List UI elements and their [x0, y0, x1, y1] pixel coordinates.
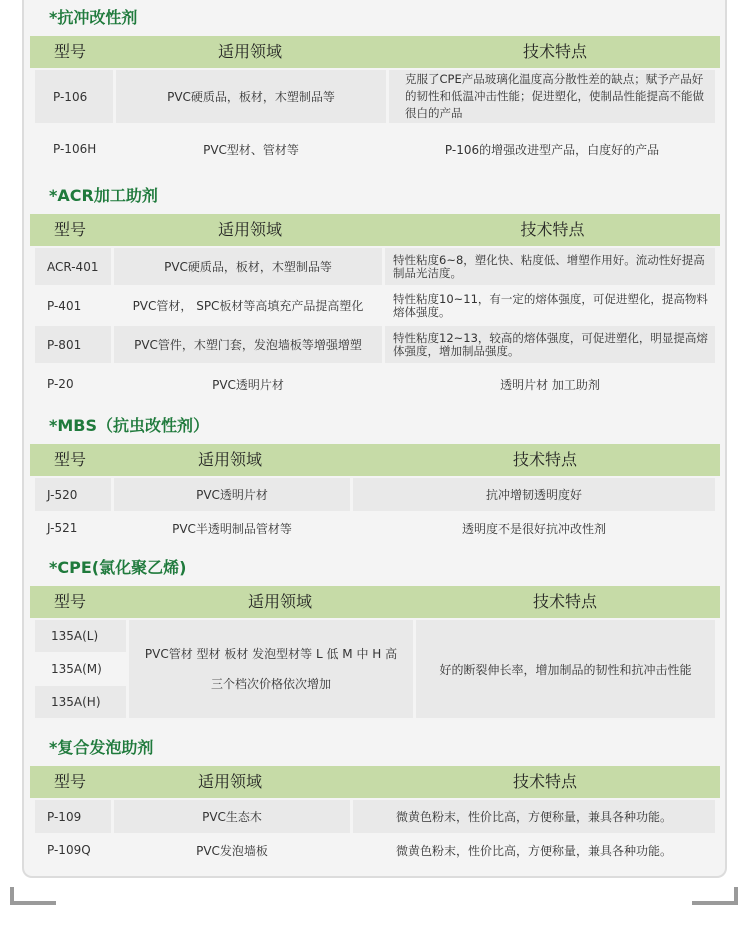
section-title-foam: *复合发泡助剂 [49, 738, 154, 757]
table-cell-field: PVC硬质品，板材，木塑制品等 [114, 248, 382, 285]
header-field: 适用领域 [197, 772, 262, 791]
table-cell-feature: 透明片材 加工助剂 [385, 366, 715, 402]
cpe-field-line1: PVC管材 型材 板材 发泡型材等 L 低 M 中 H 高 [144, 647, 398, 661]
table-cell-field: PVC管件，木塑门套，发泡墙板等增强增塑 [114, 326, 382, 363]
header-feature: 技术特点 [512, 450, 577, 469]
table-cell-field: PVC透明片材 [114, 366, 382, 402]
table-cell-model: P-106 [35, 70, 113, 123]
table-cell-feature: 微黄色粉末，性价比高，方便称量，兼具各种功能。 [353, 834, 715, 866]
table-cell-field: PVC管材， SPC板材等高填充产品提高塑化 [114, 287, 382, 324]
table-cell-feature: 微黄色粉末，性价比高，方便称量，兼具各种功能。 [353, 800, 715, 833]
header-feature: 技术特点 [522, 42, 587, 61]
table-cell-model: J-520 [35, 478, 111, 511]
table-header-mbs [30, 444, 720, 476]
table-cell-model: J-521 [35, 512, 111, 544]
table-cell-model: P-401 [35, 287, 111, 324]
header-model: 型号 [53, 772, 86, 791]
table-cell-feature: 特性粘度10~11，有一定的熔体强度，可促进塑化，提高物料熔体强度。 [385, 287, 715, 324]
table-cell-model: P-106H [35, 126, 113, 172]
header-feature: 技术特点 [512, 772, 577, 791]
table-header-cpe [30, 586, 720, 618]
table-cell-field: PVC半透明制品管材等 [114, 512, 350, 544]
table-cell-feature: 特性粘度12~13，较高的熔体强度，可促进塑化，明显提高熔体强度，增加制品强度。 [385, 326, 715, 363]
header-feature: 技术特点 [520, 220, 585, 239]
table-cell-model: P-20 [35, 366, 111, 402]
table-cell-model: 135A(H) [35, 686, 126, 718]
table-cell-model: 135A(L) [35, 620, 126, 652]
table-cell-field: PVC发泡墙板 [114, 834, 350, 866]
table-cell-feature-merged: 好的断裂伸长率，增加制品的韧性和抗冲击性能 [416, 620, 715, 718]
cpe-field-line2: 三个档次价格依次增加 [210, 677, 331, 691]
section-title-impact-modifier: *抗冲改性剂 [49, 8, 138, 27]
header-model: 型号 [53, 450, 86, 469]
table-cell-model: P-109 [35, 800, 111, 833]
header-model: 型号 [53, 592, 86, 611]
table-cell-model: P-801 [35, 326, 111, 363]
corner-bracket-left-icon [10, 885, 58, 907]
table-cell-feature: 克服了CPE产品玻璃化温度高分散性差的缺点；赋予产品好的韧性和低温冲击性能；促进塑化，使制品性能提高不能做很白的产品 [389, 70, 715, 123]
corner-bracket-right-icon [690, 885, 738, 907]
header-model: 型号 [53, 42, 86, 61]
header-field: 适用领域 [217, 42, 282, 61]
header-field: 适用领域 [247, 592, 312, 611]
header-field: 适用领域 [197, 450, 262, 469]
table-cell-field-merged [129, 620, 413, 718]
table-cell-field: PVC生态木 [114, 800, 350, 833]
table-header-impact [30, 36, 720, 68]
table-cell-field: PVC透明片材 [114, 478, 350, 511]
table-cell-feature: 透明度不是很好抗冲改性剂 [353, 512, 715, 544]
table-header-foam [30, 766, 720, 798]
table-header-acr [30, 214, 720, 246]
section-title-acr: *ACR加工助剂 [49, 186, 158, 205]
table-cell-feature: P-106的增强改进型产品，白度好的产品 [389, 126, 715, 172]
table-cell-field: PVC硬质品，板材，木塑制品等 [116, 70, 386, 123]
table-cell-model: 135A(M) [35, 653, 126, 685]
header-feature: 技术特点 [532, 592, 597, 611]
section-title-mbs: *MBS（抗虫改性剂） [49, 416, 210, 435]
header-field: 适用领域 [217, 220, 282, 239]
section-title-cpe: *CPE(氯化聚乙烯) [49, 558, 187, 577]
table-cell-field: PVC型材、管材等 [116, 126, 386, 172]
table-cell-feature: 特性粘度6~8，塑化快、粘度低、增塑作用好。流动性好提高制品光洁度。 [385, 248, 715, 285]
header-model: 型号 [53, 220, 86, 239]
table-cell-model: ACR-401 [35, 248, 111, 285]
table-cell-feature: 抗冲增韧透明度好 [353, 478, 715, 511]
table-cell-model: P-109Q [35, 834, 111, 866]
